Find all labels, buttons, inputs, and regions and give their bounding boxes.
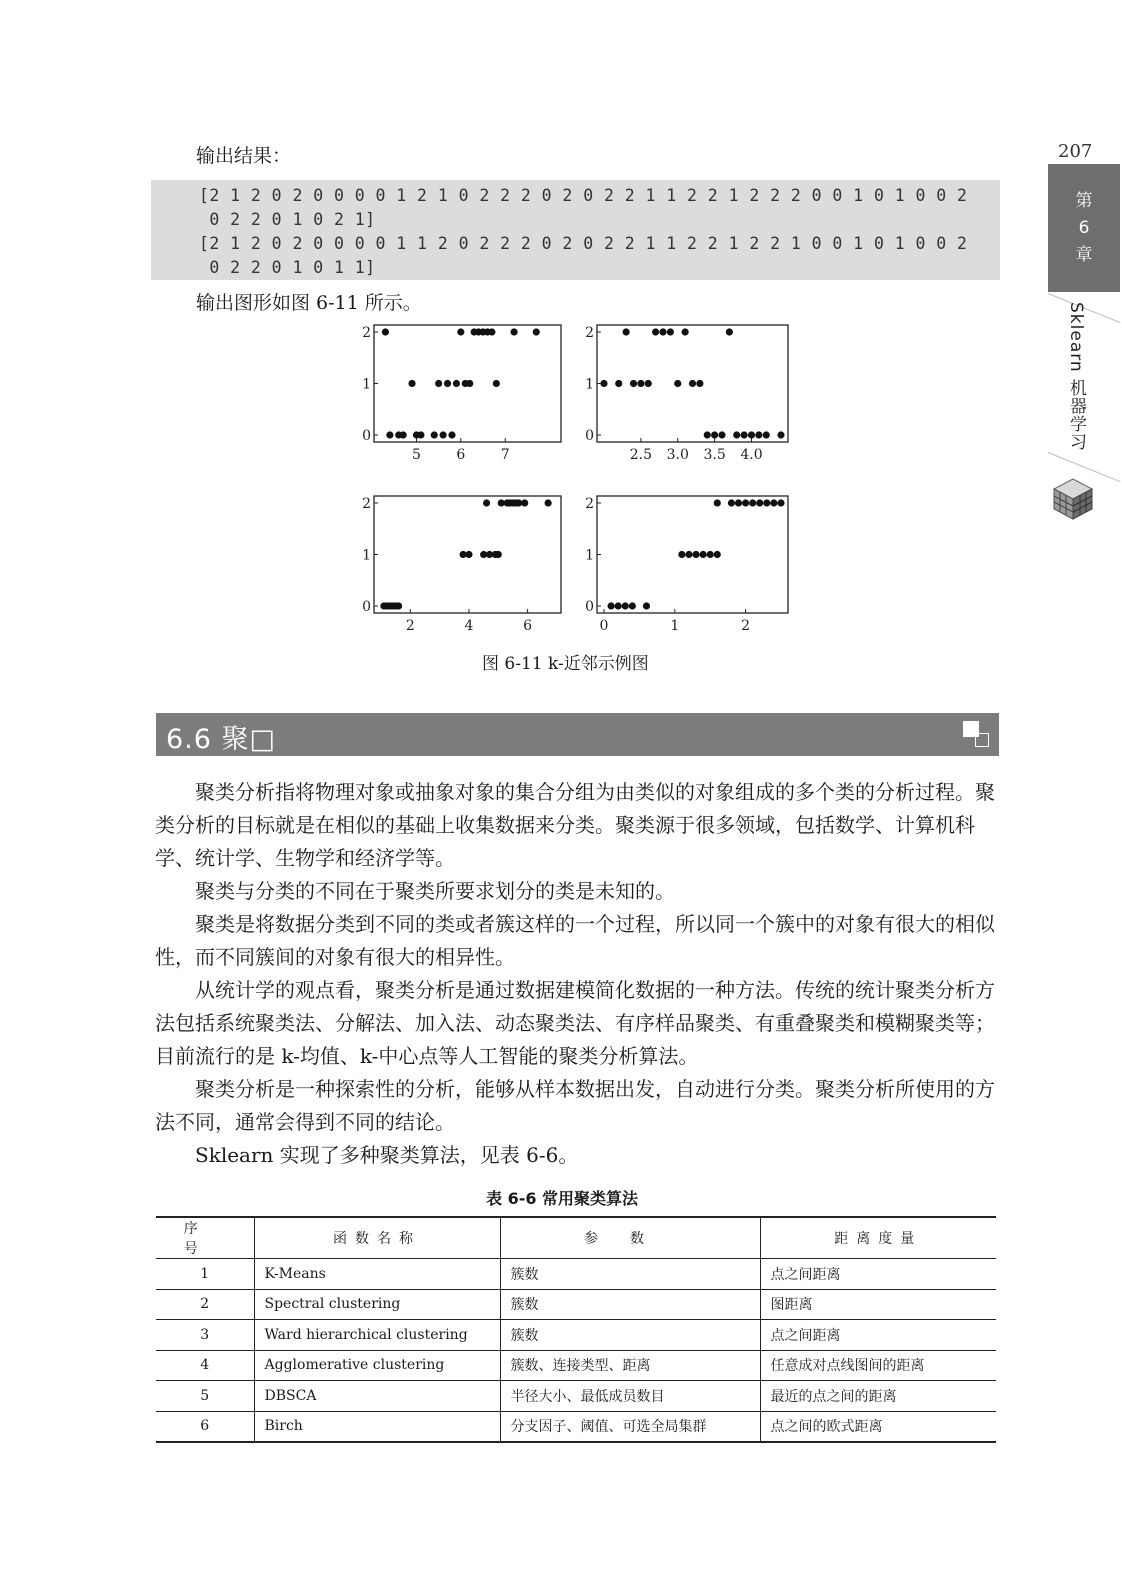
y-tick-label: 1 <box>585 376 594 393</box>
data-point <box>435 380 442 387</box>
table-cell: K-Means <box>254 1259 500 1290</box>
data-point <box>510 328 517 335</box>
table-title: 表 6-6 常用聚类算法 <box>486 1189 639 1208</box>
table-cell: 1 <box>156 1259 254 1290</box>
data-point <box>495 551 502 558</box>
x-tick-label: 2 <box>405 618 415 634</box>
data-point <box>483 499 490 506</box>
paragraph: 聚类是将数据分类到不同的类或者簇这样的一个过程，所以同一个簇中的对象有很大的相似性，而不同簇间的对象有很大的相异性。 <box>155 912 995 969</box>
table-cell: 2 <box>156 1289 254 1320</box>
paragraph: Sklearn 实现了多种聚类算法，见表 6-6。 <box>195 1143 579 1167</box>
data-point <box>440 431 447 438</box>
data-point <box>685 551 692 558</box>
data-point <box>630 380 637 387</box>
x-tick-label: 5 <box>412 447 421 463</box>
data-point <box>718 431 725 438</box>
table-cell: Spectral clustering <box>254 1289 500 1320</box>
table-cell: 簇数、连接类型、距离 <box>500 1350 760 1381</box>
table-row <box>156 1381 996 1412</box>
data-point <box>711 431 718 438</box>
data-point <box>453 380 460 387</box>
data-point <box>689 380 696 387</box>
section-square-outline-icon <box>975 733 989 747</box>
table-header-cell: 距离度量 <box>760 1217 996 1259</box>
table-header-cell: 参数 <box>500 1217 760 1259</box>
data-point <box>735 499 742 506</box>
data-point <box>652 328 659 335</box>
data-point <box>755 431 762 438</box>
data-point <box>714 551 721 558</box>
data-point <box>607 602 614 609</box>
data-point <box>465 551 472 558</box>
data-point <box>678 551 685 558</box>
data-point <box>726 328 733 335</box>
x-tick-label: 0 <box>599 618 609 634</box>
data-point <box>741 431 748 438</box>
y-tick-label: 0 <box>362 599 371 615</box>
x-tick-label: 6 <box>456 447 466 463</box>
data-point <box>466 380 473 387</box>
data-point <box>521 499 528 506</box>
figure-caption: 图 6-11 k-近邻示例图 <box>482 654 649 674</box>
table-cell: Agglomerative clustering <box>254 1350 500 1381</box>
paragraph-block <box>155 776 999 1172</box>
data-point <box>444 380 451 387</box>
scatter-panel <box>362 325 561 463</box>
paragraph: 聚类与分类的不同在于聚类所要求划分的类是未知的。 <box>195 879 675 903</box>
table-row <box>156 1411 996 1442</box>
knn-figure <box>330 315 810 650</box>
paragraph: 聚类分析是一种探索性的分析，能够从样本数据出发，自动进行分类。聚类分析所使用的方法不同，通常会得到不同的结论。 <box>155 1077 995 1134</box>
data-point <box>615 380 622 387</box>
y-tick-label: 0 <box>585 428 594 444</box>
data-point <box>674 380 681 387</box>
table-row <box>156 1350 996 1381</box>
data-point <box>707 551 714 558</box>
data-point <box>488 328 495 335</box>
data-point <box>667 328 674 335</box>
table-cell: 4 <box>156 1350 254 1381</box>
data-point <box>417 431 424 438</box>
table-row <box>156 1259 996 1290</box>
side-book-title: Sklearn 机器学习 <box>1066 302 1086 452</box>
clustering-algorithms-table <box>156 1216 996 1443</box>
x-tick-label: 7 <box>500 447 510 463</box>
section-header-bar <box>156 713 999 756</box>
x-tick-label: 4.0 <box>740 447 763 463</box>
data-point <box>763 431 770 438</box>
y-tick-label: 1 <box>362 547 371 564</box>
data-point <box>629 602 636 609</box>
chapter-char: 6 <box>1078 218 1090 238</box>
data-point <box>748 431 755 438</box>
data-point <box>749 499 756 506</box>
table-cell: 点之间距离 <box>760 1259 996 1290</box>
table-header-cell: 函数名称 <box>254 1217 500 1259</box>
data-point <box>431 431 438 438</box>
scatter-panel <box>585 496 788 634</box>
paragraph: 从统计学的观点看，聚类分析是通过数据建模简化数据的一种方法。传统的统计聚类分析方法包括系统聚类法、分解法、加入法、动态聚类法、有序样品聚类、有重叠聚类和模糊聚类等；目前流行的是 k-均值、k-中心点等人工智能的聚类分析算法。 <box>155 978 995 1068</box>
code-line: [2 1 2 0 2 0 0 0 0 1 2 1 0 2 2 2 0 2 0 2 2 1 1 2 2 1 2 2 2 0 0 1 0 1 0 0 2 <box>199 186 968 205</box>
chapter-tab <box>1048 164 1120 292</box>
data-point <box>777 499 784 506</box>
table-cell: 6 <box>156 1411 254 1442</box>
data-point <box>696 380 703 387</box>
data-point <box>645 380 652 387</box>
data-point <box>643 602 650 609</box>
data-point <box>493 380 500 387</box>
table-cell: 簇数 <box>500 1259 760 1290</box>
data-point <box>386 431 393 438</box>
table-cell: 点之间距离 <box>760 1320 996 1351</box>
data-point <box>600 380 607 387</box>
x-tick-label: 2 <box>741 618 751 634</box>
data-point <box>615 602 622 609</box>
chapter-char: 章 <box>1075 245 1093 265</box>
data-point <box>395 602 402 609</box>
data-point <box>623 328 630 335</box>
data-point <box>728 499 735 506</box>
table-cell: 最近的点之间的距离 <box>760 1381 996 1412</box>
y-tick-label: 1 <box>585 547 594 564</box>
y-tick-label: 0 <box>362 428 371 444</box>
scatter-panel <box>362 496 561 634</box>
y-tick-label: 2 <box>585 496 594 512</box>
data-point <box>533 328 540 335</box>
section-title: 6.6 聚□ <box>166 724 277 755</box>
x-tick-label: 2.5 <box>629 447 653 463</box>
table-cell: 任意成对点线图间的距离 <box>760 1350 996 1381</box>
figure-intro-text: 输出图形如图 6-11 所示。 <box>196 292 422 314</box>
y-tick-label: 2 <box>585 325 594 341</box>
data-point <box>770 499 777 506</box>
table-row <box>156 1320 996 1351</box>
x-tick-label: 3.0 <box>666 447 689 463</box>
table-cell: 簇数 <box>500 1320 760 1351</box>
table-cell: 半径大小、最低成员数目 <box>500 1381 760 1412</box>
data-point <box>659 328 666 335</box>
table-cell: 簇数 <box>500 1289 760 1320</box>
data-point <box>457 328 464 335</box>
data-point <box>408 380 415 387</box>
table-cell: 点之间的欧式距离 <box>760 1411 996 1442</box>
data-point <box>382 328 389 335</box>
data-point <box>763 499 770 506</box>
chapter-char: 第 <box>1075 191 1093 211</box>
data-point <box>400 431 407 438</box>
data-point <box>756 499 763 506</box>
data-point <box>733 431 740 438</box>
data-point <box>622 602 629 609</box>
code-line: 0 2 2 0 1 0 1 1] <box>199 258 376 277</box>
x-tick-label: 3.5 <box>703 447 726 463</box>
data-point <box>682 328 689 335</box>
data-point <box>448 431 455 438</box>
table-cell: 分支因子、阈值、可选全局集群 <box>500 1411 760 1442</box>
page-number: 207 <box>1058 141 1093 162</box>
data-point <box>742 499 749 506</box>
table-header-cell: 序号 <box>156 1217 254 1259</box>
output-label: 输出结果： <box>196 145 292 167</box>
rubik-cube-icon <box>1050 476 1096 522</box>
table-cell: DBSCA <box>254 1381 500 1412</box>
paragraph: 聚类分析指将物理对象或抽象对象的集合分组为由类似的对象组成的多个类的分析过程。聚类分析的目标就是在相似的基础上收集数据来分类。聚类源于很多领域，包括数学、计算机科学、统计学、生物学和经济学等。 <box>155 780 995 870</box>
code-output-box <box>151 180 1000 280</box>
table-cell: 5 <box>156 1381 254 1412</box>
table-header-row <box>156 1217 996 1259</box>
data-point <box>714 499 721 506</box>
table-row <box>156 1289 996 1320</box>
x-tick-label: 6 <box>523 618 533 634</box>
y-tick-label: 2 <box>362 325 371 341</box>
scatter-panel <box>585 325 788 463</box>
code-line: 0 2 2 0 1 0 2 1] <box>199 210 376 229</box>
data-point <box>545 499 552 506</box>
code-line: [2 1 2 0 2 0 0 0 0 1 1 2 0 2 2 2 0 2 0 2 2 1 1 2 2 1 2 2 1 0 0 1 0 1 0 0 2 <box>199 234 968 253</box>
y-tick-label: 0 <box>585 599 594 615</box>
data-point <box>692 551 699 558</box>
data-point <box>704 431 711 438</box>
y-tick-label: 2 <box>362 496 371 512</box>
x-tick-label: 1 <box>670 618 680 634</box>
data-point <box>637 380 644 387</box>
table-cell: Ward hierarchical clustering <box>254 1320 500 1351</box>
table-cell: 图距离 <box>760 1289 996 1320</box>
y-tick-label: 1 <box>362 376 371 393</box>
table-cell: Birch <box>254 1411 500 1442</box>
x-tick-label: 4 <box>464 618 474 634</box>
data-point <box>777 431 784 438</box>
data-point <box>700 551 707 558</box>
table-cell: 3 <box>156 1320 254 1351</box>
